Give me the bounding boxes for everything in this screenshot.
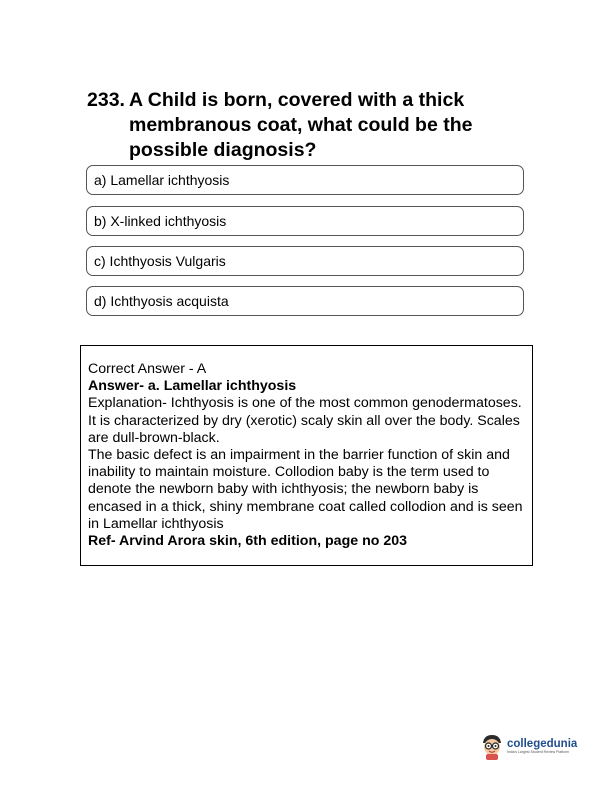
correct-answer: Correct Answer - A (88, 361, 207, 377)
reference: Ref- Arvind Arora skin, 6th edition, page no 203 (88, 533, 408, 550)
option-b[interactable]: b) X-linked ichthyosis (86, 206, 524, 236)
collegedunia-logo (480, 731, 590, 761)
question (87, 88, 527, 163)
option-c[interactable]: c) Ichthyosis Vulgaris (86, 246, 524, 276)
option-d[interactable]: d) Ichthyosis acquista (86, 286, 524, 316)
explanation-paragraph-2: The basic defect is an impairment in the barrier function of skin and inability to maintain moisture. Collodion baby is the term used to denote the newborn baby with ichthyosis; the newborn baby is encased in a thick, shiny membrane coat called collodion and is seen in Lamellar ichthyosis (88, 447, 523, 532)
answer-box (80, 345, 533, 566)
option-a[interactable]: a) Lamellar ichthyosis (86, 165, 524, 195)
question-number: 233. (87, 89, 125, 111)
brand-tagline: India's Largest Student Review Platform (507, 749, 570, 754)
question-text: A Child is born, covered with a thick membranous coat, what could be the possible diagnosis? (129, 89, 473, 161)
brand-name: collegedunia (507, 737, 578, 750)
mascot-icon (480, 733, 504, 760)
explanation-paragraph-1: Explanation- Ichthyosis is one of the most common genodermatoses. It is characterized by dry (xerotic) scaly skin all over the body. Scales are dull-brown-black. (88, 395, 522, 446)
answer-heading: Answer- a. Lamellar ichthyosis (88, 378, 297, 395)
